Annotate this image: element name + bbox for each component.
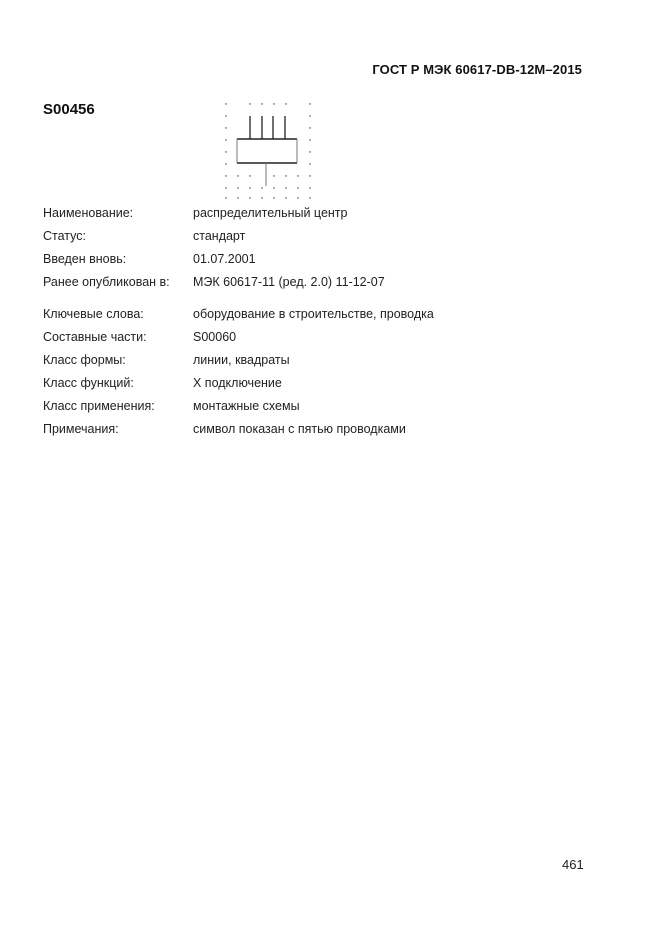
field-value: X подключение [193,376,282,390]
field-value: распределительный центр [193,206,348,220]
field-label: Введен вновь: [43,252,127,266]
field-label: Наименование: [43,206,134,220]
page-number: 461 [562,857,584,872]
field-label: Ключевые слова: [43,307,144,321]
field-label: Класс функций: [43,376,134,390]
field-value: 01.07.2001 [193,252,256,266]
document-header: ГОСТ Р МЭК 60617-DB-12M–2015 [372,62,582,77]
field-label: Класс применения: [43,399,155,413]
field-row-notes [43,420,563,438]
grid-dots [225,103,310,198]
field-row-application-class [43,397,563,415]
field-label: Ранее опубликован в: [43,275,170,289]
field-label: Класс формы: [43,353,126,367]
field-value: S00060 [193,330,237,344]
field-value: линии, квадраты [193,353,290,367]
field-row-introduced [43,250,563,268]
field-row-keywords [43,305,563,323]
field-row-name [43,204,563,222]
field-value: МЭК 60617-11 (ред. 2.0) 11-12-07 [193,275,385,289]
field-row-status [43,227,563,245]
symbol-code: S00456 [43,101,95,118]
field-value: стандарт [193,229,246,243]
field-label: Статус: [43,229,86,243]
field-value: монтажные схемы [193,399,300,413]
distribution-center-symbol-diagram [220,98,320,204]
field-value: символ показан с пятью проводками [193,422,406,436]
field-label: Составные части: [43,330,147,344]
field-value: оборудование в строительстве, проводка [193,307,434,321]
field-row-components [43,328,563,346]
symbol-svg [220,98,320,204]
field-label: Примечания: [43,422,119,436]
field-row-function-class [43,374,563,392]
field-row-shape-class [43,351,563,369]
field-row-previously-published [43,273,563,291]
